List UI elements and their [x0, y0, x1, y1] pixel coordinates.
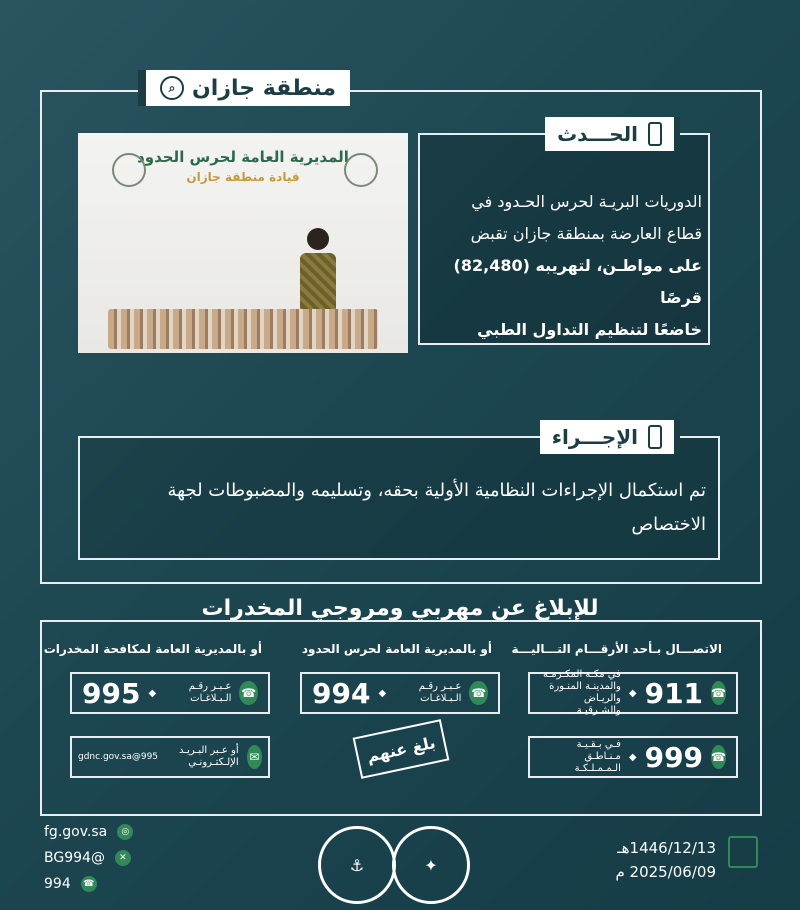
event-tag — [545, 117, 680, 151]
border-guard-emblem-icon: ⚓ — [318, 826, 396, 904]
gregorian-date: 2025/06/09 م — [615, 863, 716, 881]
region-tag — [138, 70, 350, 106]
action-tag — [540, 420, 680, 454]
call-994-card[interactable] — [300, 672, 500, 714]
col3-header: أو بالمديرية العامة لمكافحة المخدرات — [43, 642, 262, 656]
evidence-photo — [78, 133, 408, 353]
region-magnifier-icon: ⌕ — [160, 76, 184, 100]
call-911-card[interactable] — [528, 669, 738, 716]
arrow-icon: ◆ — [628, 751, 637, 763]
report-them-stamp: بلغ عنهم — [353, 719, 450, 779]
arrow-icon: ◆ — [148, 687, 157, 699]
phone-icon: ☎ — [711, 745, 726, 769]
phone-icon: ☎ — [81, 876, 97, 892]
label-994: عـبـر رقـم الـبـلاغـات — [418, 681, 462, 704]
action-text: تم استكمال الإجراءات النظامية الأولية بحقه، وتسليمه والمضبوطات لجهة الاختصاص — [167, 480, 706, 535]
number-999: 999 — [644, 740, 704, 774]
phone-text: 994 — [44, 876, 71, 892]
label-995: عـبـر رقـم الـبـلاغـات — [188, 681, 232, 704]
event-line-2: قطاع العارضة بمنطقة جازان تقبض — [470, 224, 702, 243]
event-text — [430, 186, 702, 346]
action-title: الإجـــراء — [551, 425, 638, 449]
siren-icon — [648, 425, 662, 449]
saudi-emblem-icon: ✦ — [392, 826, 470, 904]
region-name: منطقة جازان — [192, 75, 336, 101]
event-title: الحـــدث — [557, 122, 638, 146]
photo-banner-subtitle: قيادة منطقة جازان — [186, 170, 300, 184]
label-911: في مكـة المكـرمـة والمدينـة المنـورة والريـاض والشـرقيـة — [543, 669, 621, 716]
call-995-card[interactable] — [70, 672, 270, 714]
report-title: للإبلاغ عن مهربي ومروجي المخدرات — [201, 596, 599, 621]
phone-icon: ☎ — [469, 681, 488, 705]
photo-banner-title: المديرية العامة لحرس الحدود — [137, 148, 349, 166]
event-line-3: على مواطـن، لتهريبه (82,480) قرصًا — [453, 256, 702, 307]
twitter-text: @BG994 — [44, 850, 105, 866]
event-line-1: الدوريات البريـة لحرس الحـدود في — [471, 192, 702, 211]
hijri-date: 1446/12/13هـ — [617, 839, 716, 857]
calendar-icon — [728, 836, 758, 868]
saudi-emblem-icon — [344, 153, 378, 187]
seized-pills-pile — [108, 309, 378, 349]
website-text: fg.gov.sa — [44, 824, 108, 840]
event-line-4: خاضعًا لتنظيم التداول الطبي — [477, 320, 702, 339]
col1-header: الاتصـــال بـأحد الأرقـــام التـــاليـــة — [511, 642, 722, 656]
call-999-card[interactable] — [528, 736, 738, 778]
radio-icon — [648, 122, 662, 146]
number-995: 995 — [82, 676, 141, 710]
footer-website[interactable] — [44, 824, 133, 840]
dates — [615, 836, 716, 884]
number-994: 994 — [312, 676, 371, 710]
email-address[interactable]: 995@gdnc.gov.sa — [78, 752, 159, 762]
x-icon: ✕ — [115, 850, 131, 866]
number-911: 911 — [644, 676, 704, 710]
email-label: أو عـبر البـريـد الإلـكتـرونـي — [178, 745, 239, 768]
label-999: فـي بـقـيـة مـنـاطـق الـمـمـلـكـة — [574, 739, 621, 774]
arrow-icon: ◆ — [378, 687, 387, 699]
mail-icon: ✉ — [247, 745, 262, 769]
footer-phone[interactable] — [44, 876, 97, 892]
border-guard-logo-icon — [112, 153, 146, 187]
email-card[interactable] — [70, 736, 270, 778]
footer-twitter[interactable] — [44, 850, 131, 866]
globe-icon: ◎ — [117, 824, 133, 840]
phone-icon: ☎ — [711, 681, 726, 705]
arrow-icon: ◆ — [628, 687, 637, 699]
col2-header: أو بالمديرية العامة لحرس الحدود — [301, 642, 492, 656]
phone-icon: ☎ — [239, 681, 258, 705]
